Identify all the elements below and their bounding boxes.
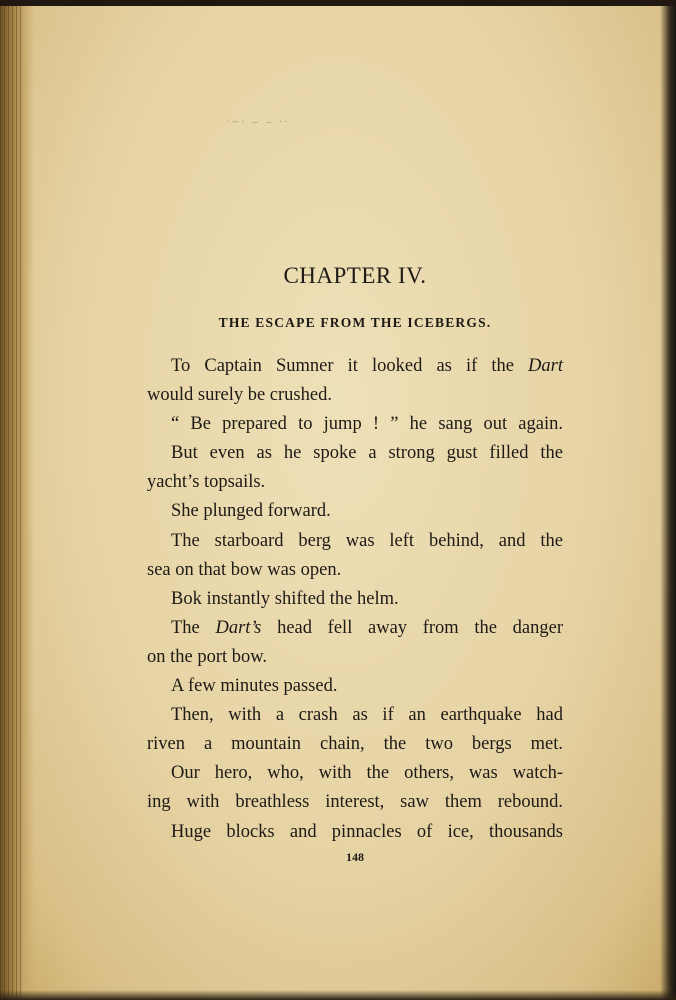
text-line: “ Be prepared to jump ! ” he sang out again.: [171, 414, 563, 435]
chapter-subtitle: THE ESCAPE FROM THE ICEBERGS.: [218, 315, 492, 330]
text-line: sea on that bow was open.: [147, 559, 342, 580]
right-page-edge: [660, 0, 676, 1000]
italic-ship-name: Dart: [528, 356, 563, 376]
page-edges: [0, 0, 22, 1000]
text-line: Then, with a crash as if an earthquake had: [171, 705, 563, 726]
text-line: Our hero, who, with the others, was watch-: [171, 763, 563, 784]
text-line: Bok instantly shifted the helm.: [171, 588, 399, 609]
text-line: The Dart’s head fell away from the danger: [171, 617, 563, 638]
italic-ship-name: Dart’s: [215, 617, 262, 638]
text-line: Huge blocks and pinnacles of ice, thousands: [171, 821, 563, 842]
text-line: She plunged forward.: [171, 501, 331, 522]
text-line: To Captain Sumner it looked as if the Dart: [171, 356, 563, 376]
text-line: would surely be crushed.: [147, 385, 332, 406]
page-number: 148: [346, 850, 364, 864]
top-page-edge: [0, 0, 676, 6]
body-text: [147, 352, 563, 847]
text-line: on the port bow.: [147, 646, 268, 667]
chapter-title: CHAPTER IV.: [283, 263, 427, 288]
text-line: The starboard berg was left behind, and the: [171, 530, 563, 551]
text-line: But even as he spoke a strong gust filled the: [171, 443, 563, 464]
bottom-page-edge: [0, 990, 676, 1000]
text-line: A few minutes passed.: [171, 676, 338, 697]
paper-smudge: ·~· ‒ ‒ ··: [226, 117, 290, 128]
text-line: riven a mountain chain, the two bergs met.: [147, 734, 563, 755]
text-line: yacht’s topsails.: [147, 472, 266, 493]
text-line: ing with breathless interest, saw them rebound.: [147, 792, 563, 813]
